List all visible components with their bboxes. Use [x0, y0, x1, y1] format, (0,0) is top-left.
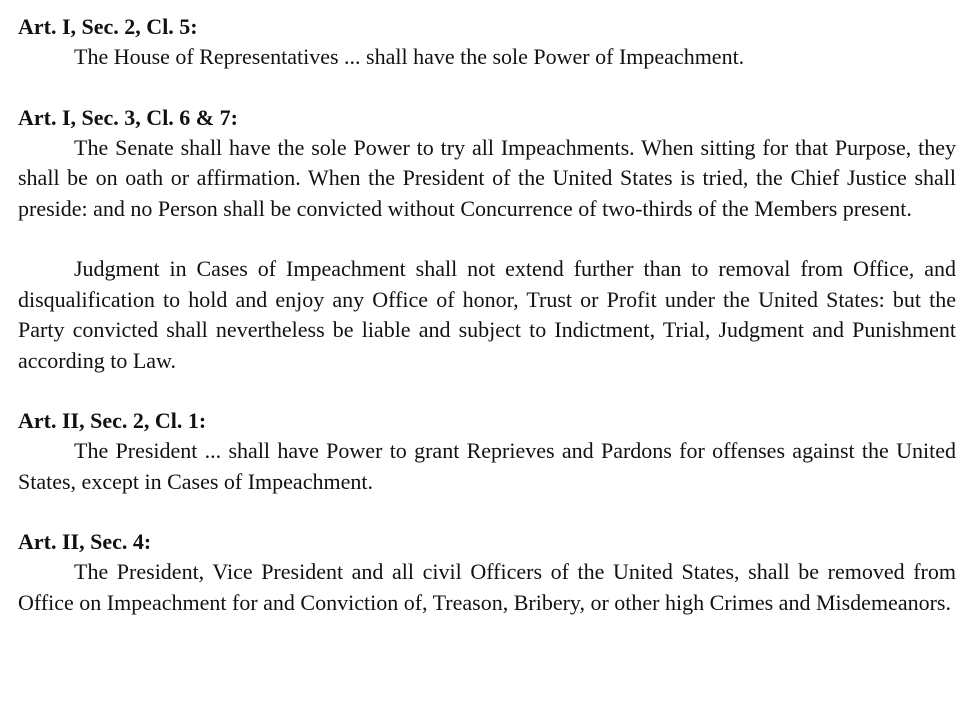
- section-art2-sec2-cl1: [18, 406, 956, 497]
- section-spacer: [18, 497, 956, 527]
- section-heading: Art. II, Sec. 2, Cl. 1:: [18, 408, 207, 433]
- section-paragraph: Judgment in Cases of Impeachment shall not extend further than to removal from Office, and disqualification to hold and enjoy any Office of honor, Trust or Profit under the United States: but the Party convicted shall nevertheless be liable and subject to Indictment, Trial, Judgment and Punishment according to Law.: [18, 256, 956, 373]
- section-art1-sec2-cl5: [18, 12, 956, 73]
- section-spacer: [18, 376, 956, 406]
- section-art2-sec4: [18, 527, 956, 618]
- section-paragraph: The House of Representatives ... shall have the sole Power of Impeachment.: [74, 44, 745, 69]
- section-spacer: [18, 73, 956, 103]
- section-heading: Art. II, Sec. 4:: [18, 529, 152, 554]
- section-art1-sec3-cl6-7: [18, 103, 956, 377]
- paragraph-spacer: [18, 224, 956, 254]
- section-heading: Art. I, Sec. 2, Cl. 5:: [18, 14, 198, 39]
- section-paragraph: The President ... shall have Power to grant Reprieves and Pardons for offenses against the United States, except in Cases of Impeachment.: [18, 438, 956, 494]
- section-heading: Art. I, Sec. 3, Cl. 6 & 7:: [18, 104, 238, 130]
- section-paragraph: The Senate shall have the sole Power to try all Impeachments. When sitting for that Purpose, they shall be on oath or affirmation. When the President of the United States is tried, the Chief Justice shall preside: and no Person shall be convicted without Concurrence of two-thirds of the Members present.: [18, 134, 956, 221]
- section-paragraph: The President, Vice President and all civil Officers of the United States, shall be removed from Office on Impeachment for and Conviction of, Treason, Bribery, or other high Crimes and Misdemeanors.: [18, 559, 956, 615]
